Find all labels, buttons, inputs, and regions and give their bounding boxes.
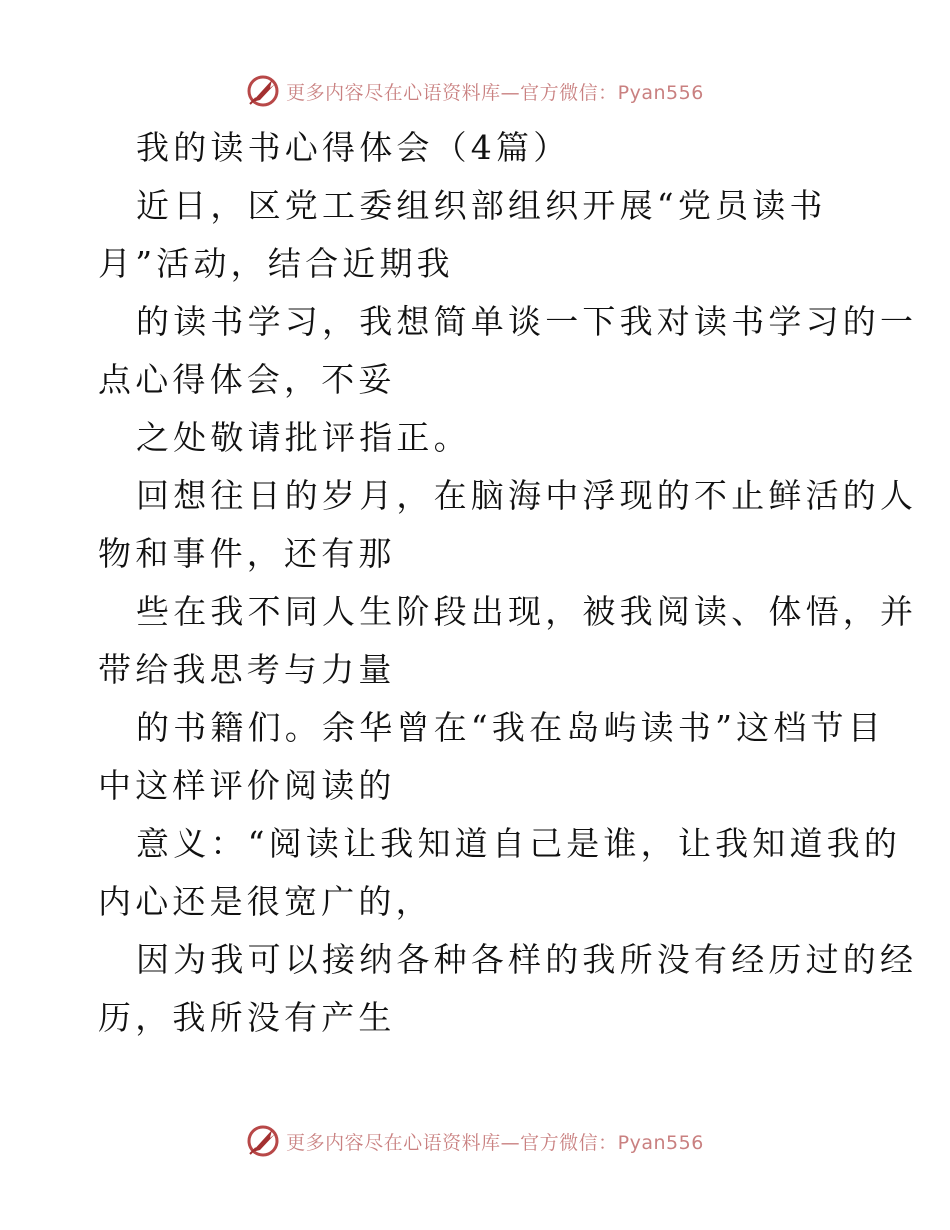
paragraph-line: 的书籍们。余华曾在“我在岛屿读书”这档节目: [136, 708, 885, 747]
paragraph-line: 因为我可以接纳各种各样的我所没有经历过的经: [136, 940, 918, 979]
paragraph-line: 月”活动，结合近期我: [98, 244, 454, 283]
paragraph-line: 之处敬请批评指正。: [136, 418, 471, 457]
paragraph-line: 些在我不同人生阶段出现，被我阅读、体悟，并: [136, 592, 918, 631]
paragraph-line: 物和事件，还有那: [98, 534, 396, 573]
document-title: 我的读书心得体会（4篇）: [136, 128, 571, 167]
quill-in-circle-icon: [246, 74, 280, 108]
paragraph-line: 回想往日的岁月，在脑海中浮现的不止鲜活的人: [136, 476, 918, 515]
footer-watermark: [0, 1121, 950, 1161]
paragraph-line: 点心得体会，不妥: [98, 360, 396, 399]
paragraph-line: 的读书学习，我想简单谈一下我对读书学习的一: [136, 302, 918, 341]
paragraph-line: 意义：“阅读让我知道自己是谁，让我知道我的: [136, 824, 902, 863]
watermark-text: 更多内容尽在心语资料库—官方微信：Pyan556: [286, 81, 704, 104]
watermark-text: 更多内容尽在心语资料库—官方微信：Pyan556: [286, 1131, 704, 1154]
paragraph-line: 近日，区党工委组织部组织开展“党员读书: [136, 186, 827, 225]
paragraph-line: 中这样评价阅读的: [98, 766, 396, 805]
paragraph-line: 内心还是很宽广的，: [98, 882, 433, 921]
header-watermark: [0, 71, 950, 111]
quill-in-circle-icon: [246, 1124, 280, 1158]
paragraph-line: 带给我思考与力量: [98, 650, 396, 689]
paragraph-line: 历，我所没有产生: [98, 998, 396, 1037]
